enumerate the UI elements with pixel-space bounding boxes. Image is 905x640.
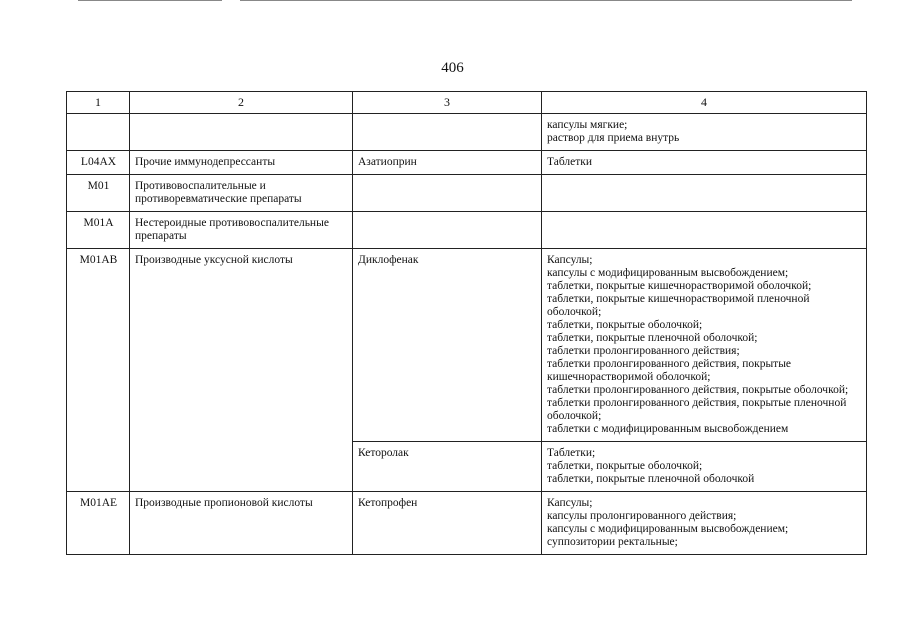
group-cell: Производные уксусной кислоты: [130, 249, 353, 492]
substance-cell: [353, 114, 542, 151]
substance-cell: [353, 175, 542, 212]
form-item: таблетки пролонгированного действия;: [547, 345, 740, 357]
form-item: таблетки пролонгированного действия, покрытые оболочкой;: [547, 384, 849, 396]
form-item: таблетки, покрытые пленочной оболочкой;: [547, 332, 758, 344]
atc-code-cell: [67, 114, 130, 151]
forms-cell: [542, 151, 867, 175]
forms-list: [547, 156, 862, 169]
group-cell: Нестероидные противовоспалительные препараты: [130, 212, 353, 249]
form-item: таблетки пролонгированного действия, покрытые кишечнорастворимой оболочкой;: [547, 358, 792, 383]
forms-cell: [542, 114, 867, 151]
drug-table: [66, 91, 867, 555]
atc-code-cell: M01: [67, 175, 130, 212]
form-item: таблетки пролонгированного действия, покрытые пленочной оболочкой;: [547, 397, 847, 422]
form-item: капсулы с модифицированным высвобождением;: [547, 523, 789, 535]
form-item: таблетки с модифицированным высвобождением: [547, 423, 789, 435]
header-col-2: 2: [130, 92, 353, 114]
header-col-4: 4: [542, 92, 867, 114]
form-item: Таблетки;: [547, 447, 596, 459]
form-item: Капсулы;: [547, 497, 593, 509]
atc-code-cell: M01AE: [67, 492, 130, 555]
form-item: раствор для приема внутрь: [547, 132, 680, 144]
form-item: таблетки, покрытые оболочкой;: [547, 319, 703, 331]
forms-list: [547, 497, 862, 549]
form-item: таблетки, покрытые пленочной оболочкой: [547, 473, 755, 485]
forms-list: [547, 254, 862, 436]
group-cell: Производные пропионовой кислоты: [130, 492, 353, 555]
group-cell: Противовоспалительные и противоревматические препараты: [130, 175, 353, 212]
table-row: [67, 114, 867, 151]
substance-cell: [353, 212, 542, 249]
table-row: [67, 492, 867, 555]
forms-cell: [542, 442, 867, 492]
forms-cell: [542, 249, 867, 442]
form-item: таблетки, покрытые оболочкой;: [547, 460, 703, 472]
form-item: Капсулы;: [547, 254, 593, 266]
atc-code-cell: M01AB: [67, 249, 130, 492]
header-col-1: 1: [67, 92, 130, 114]
form-item: таблетки, покрытые кишечнорастворимой пленочной оболочкой;: [547, 293, 810, 318]
form-item: Таблетки: [547, 156, 593, 168]
form-item: таблетки, покрытые кишечнорастворимой оболочкой;: [547, 280, 812, 292]
forms-list: [547, 447, 862, 486]
atc-code-cell: L04AX: [67, 151, 130, 175]
form-item: суппозитории ректальные;: [547, 536, 678, 548]
table-row: [67, 249, 867, 442]
table-row: [67, 151, 867, 175]
group-cell: [130, 114, 353, 151]
forms-cell: [542, 212, 867, 249]
group-cell: Прочие иммунодепрессанты: [130, 151, 353, 175]
table-row: [67, 175, 867, 212]
top-rule-right: [240, 0, 852, 1]
forms-cell: [542, 175, 867, 212]
page-number: 406: [441, 60, 464, 76]
substance-cell: Кеторолак: [353, 442, 542, 492]
form-item: капсулы с модифицированным высвобождением;: [547, 267, 789, 279]
forms-list: [547, 119, 862, 145]
substance-cell: Азатиоприн: [353, 151, 542, 175]
substance-cell: Кетопрофен: [353, 492, 542, 555]
header-row: [67, 92, 867, 114]
atc-code-cell: M01A: [67, 212, 130, 249]
substance-cell: Диклофенак: [353, 249, 542, 442]
form-item: капсулы мягкие;: [547, 119, 628, 131]
table-row: [67, 212, 867, 249]
forms-cell: [542, 492, 867, 555]
top-rule-left: [78, 0, 222, 1]
form-item: капсулы пролонгированного действия;: [547, 510, 737, 522]
header-col-3: 3: [353, 92, 542, 114]
